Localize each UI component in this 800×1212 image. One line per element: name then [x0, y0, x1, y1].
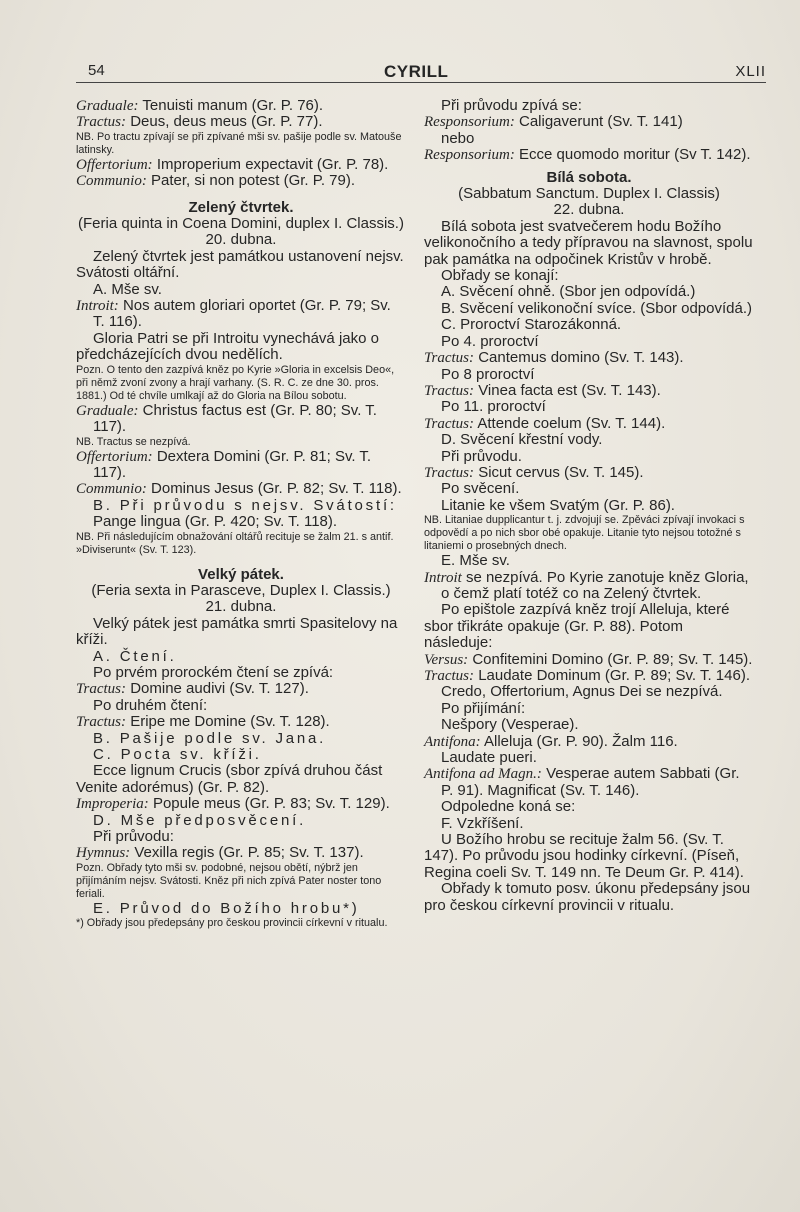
note: NB. Po tractu zpívají se při zpívané mši sv. pašije podle sv. Matouše latinsky.	[76, 130, 402, 156]
paragraph: Po 11. proroctví	[441, 398, 546, 416]
tractus-line: Tractus: Deus, deus meus (Gr. P. 77).	[76, 113, 323, 131]
feast-date: 20. dubna.	[205, 231, 277, 249]
paragraph: U Božího hrobu se recituje žalm 56. (Sv. T. 147). Po průvodu jsou hodinky církevní. (Píseň, Regina coeli Sv. T. 149 nn. Te Deum Gr. P. 414).	[424, 831, 744, 881]
paragraph: Zelený čtvrtek jest památkou ustanovení nejsv. Svátosti oltářní.	[76, 247, 404, 282]
graduale-line: Graduale: Christus factus est (Gr. P. 80; Sv. T. 117).	[76, 401, 377, 436]
paragraph: Litanie ke všem Svatým (Gr. P. 86).	[441, 496, 675, 514]
introit-line: Introit: Nos autem gloriari oportet (Gr. P. 79; Sv. T. 116).	[76, 297, 391, 331]
tractus-line: Tractus: Eripe me Domine (Sv. T. 128).	[76, 713, 330, 731]
paragraph: Při průvodu.	[441, 447, 522, 465]
improperia-line: Improperia: Popule meus (Gr. P. 83; Sv. T. 129).	[76, 795, 390, 813]
paragraph: Po 4. proroctví	[441, 332, 539, 350]
communio-line: Communio: Pater, si non potest (Gr. P. 79).	[76, 172, 356, 190]
section-number: XLII	[735, 63, 766, 80]
paragraph: Bílá sobota jest svatvečerem hodu Božího velikonočního a tedy přípravou na slavnost, spolu pak památka na odpočinek Kristův v hrobě.	[424, 217, 753, 268]
feast-rank: (Feria sexta in Parasceve, Duplex I. Classis.)	[91, 581, 391, 599]
header-rule	[76, 82, 766, 83]
subheading: C. Pocta sv. kříži.	[93, 746, 262, 763]
page-header	[76, 62, 766, 82]
hymnus-line: Hymnus: Vexilla regis (Gr. P. 85; Sv. T. 137).	[76, 844, 364, 862]
paragraph: Odpoledne koná se:	[441, 798, 576, 816]
paragraph: Obřady k tomuto posv. úkonu předepsány jsou pro českou církevní provincii v ritualu.	[424, 880, 751, 914]
introit-line: Introit se nezpívá. Po Kyrie zanotuje kněz Gloria, o čemž platí totéž co na Zelený čtvrtek.	[424, 568, 749, 602]
subheading: E. Mše sv.	[441, 552, 510, 570]
hymn-line: Pange lingua (Gr. P. 420; Sv. T. 118).	[93, 513, 338, 531]
subheading: B. Svěcení velikonoční svíce. (Sbor odpovídá.)	[441, 299, 752, 317]
left-column	[76, 98, 406, 930]
note: Pozn. Obřady tyto mši sv. podobné, nejsou obětí, nýbrž jen přijímáním nejsv. Svátosti. Kněz při nich zpívá Pater noster tono feriali.	[76, 861, 382, 900]
subheading: C. Proroctví Starozákonná.	[441, 316, 622, 334]
paragraph: Po druhém čtení:	[93, 696, 208, 714]
right-column	[424, 98, 754, 914]
page-number: 54	[88, 62, 105, 79]
tractus-line: Tractus: Cantemus domino (Sv. T. 143).	[424, 349, 684, 367]
paragraph: Velký pátek jest památka smrti Spasitelovy na kříži.	[76, 614, 398, 649]
offertorium-line: Offertorium: Dextera Domini (Gr. P. 81; Sv. T. 117).	[76, 447, 372, 481]
feast-rank: (Feria quinta in Coena Domini, duplex I. Classis.)	[78, 215, 404, 233]
note: Pozn. O tento den zazpívá kněz po Kyrie »Gloria in excelsis Deo«, při němž zvoní zvony a hrají varhany. (S. R. C. ze dne 30. pros. 1881.) Od té chvíle umlkají až do Gloria na Bílou sobotu.	[76, 363, 395, 402]
responsorium-line: Responsorium: Ecce quomodo moritur (Sv T. 142).	[424, 146, 751, 164]
versus-line: Versus: Confitemini Domino (Gr. P. 89; Sv. T. 145).	[424, 650, 753, 668]
note: NB. Při následujícím obnažování oltářů recituje se žalm 21. s antif. »Diviserunt« (Sv. T. 123).	[76, 530, 394, 556]
paragraph: Ecce lignum Crucis (sbor zpívá druhou část Venite adorémus) (Gr. P. 82).	[76, 762, 383, 796]
subheading: E. Průvod do Božího hrobu*)	[93, 899, 360, 917]
communio-line: Communio: Dominus Jesus (Gr. P. 82; Sv. T. 118).	[76, 480, 402, 498]
paragraph: Při průvodu:	[93, 828, 174, 846]
tractus-line: Tractus: Vinea facta est (Sv. T. 143).	[424, 381, 661, 399]
subheading: A. Svěcení ohně. (Sbor jen odpovídá.)	[441, 283, 696, 301]
paragraph: Laudate pueri.	[441, 749, 537, 767]
footnote: *) Obřady jsou předepsány pro českou provincii církevní v ritualu.	[76, 917, 388, 930]
feast-date: 21. dubna.	[205, 598, 277, 616]
subheading: D. Svěcení křestní vody.	[441, 431, 603, 449]
paragraph: nebo	[441, 129, 475, 147]
subheading: A. Mše sv.	[93, 280, 162, 298]
paragraph: Po svěcení.	[441, 480, 520, 498]
feast-rank: (Sabbatum Sanctum. Duplex I. Classis)	[458, 185, 720, 203]
subheading: A. Čtení.	[93, 647, 177, 665]
feast-date: 22. dubna.	[553, 201, 625, 219]
section-heading: Velký pátek.	[198, 565, 284, 583]
subheading: B. Při průvodu s nejsv. Svátostí:	[93, 496, 397, 514]
offertorium-line: Offertorium: Improperium expectavit (Gr. P. 78).	[76, 155, 389, 173]
subheading: D. Mše předposvěcení.	[93, 811, 307, 829]
section-heading: Zelený čtvrtek.	[188, 198, 294, 216]
paragraph: Obřady se konají:	[441, 267, 559, 285]
paragraph: Po epištole zazpívá kněz trojí Alleluja, které sbor třikráte opakuje (Gr. P. 88). Potom následuje:	[424, 601, 730, 652]
graduale-line: Graduale: Tenuisti manum (Gr. P. 76).	[76, 97, 324, 114]
note: NB. Litaniae dupplicantur t. j. zdvojují se. Zpěváci zpívají invokaci s odpovědí a po nich sbor obé opakuje. Litanie tyto nejsou totožné s litaniemi o prosebných dnech.	[424, 514, 745, 553]
tractus-line: Tractus: Laudate Dominum (Gr. P. 89; Sv. T. 146).	[424, 667, 750, 684]
subheading: F. Vzkříšení.	[441, 814, 524, 832]
paragraph: Při průvodu zpívá se:	[441, 97, 582, 114]
paragraph: Credo, Offertorium, Agnus Dei se nezpívá.	[441, 683, 723, 701]
antifona-line: Antifona: Alleluja (Gr. P. 90). Žalm 116.	[424, 732, 678, 750]
tractus-line: Tractus: Sicut cervus (Sv. T. 145).	[424, 463, 644, 481]
tractus-line: Tractus: Attende coelum (Sv. T. 144).	[424, 414, 666, 432]
paragraph: Po 8 proroctví	[441, 365, 535, 383]
antifona-line: Antifona ad Magn.: Vesperae autem Sabbati (Gr. P. 91). Magnificat (Sv. T. 146).	[424, 765, 740, 799]
note: NB. Tractus se nezpívá.	[76, 435, 191, 448]
section-heading: Bílá sobota.	[546, 168, 632, 186]
subheading: B. Pašije podle sv. Jana.	[93, 729, 327, 747]
running-title: CYRILL	[384, 62, 449, 81]
paragraph: Nešpory (Vesperae).	[441, 716, 579, 734]
paragraph: Gloria Patri se při Introitu vynechává jako o předcházejících dvou nedělích.	[76, 329, 379, 364]
responsorium-line: Responsorium: Caligaverunt (Sv. T. 141)	[424, 113, 683, 131]
paragraph: Po prvém prorockém čtení se zpívá:	[93, 663, 334, 681]
paragraph: Po přijímání:	[441, 699, 526, 717]
tractus-line: Tractus: Domine audivi (Sv. T. 127).	[76, 680, 309, 698]
